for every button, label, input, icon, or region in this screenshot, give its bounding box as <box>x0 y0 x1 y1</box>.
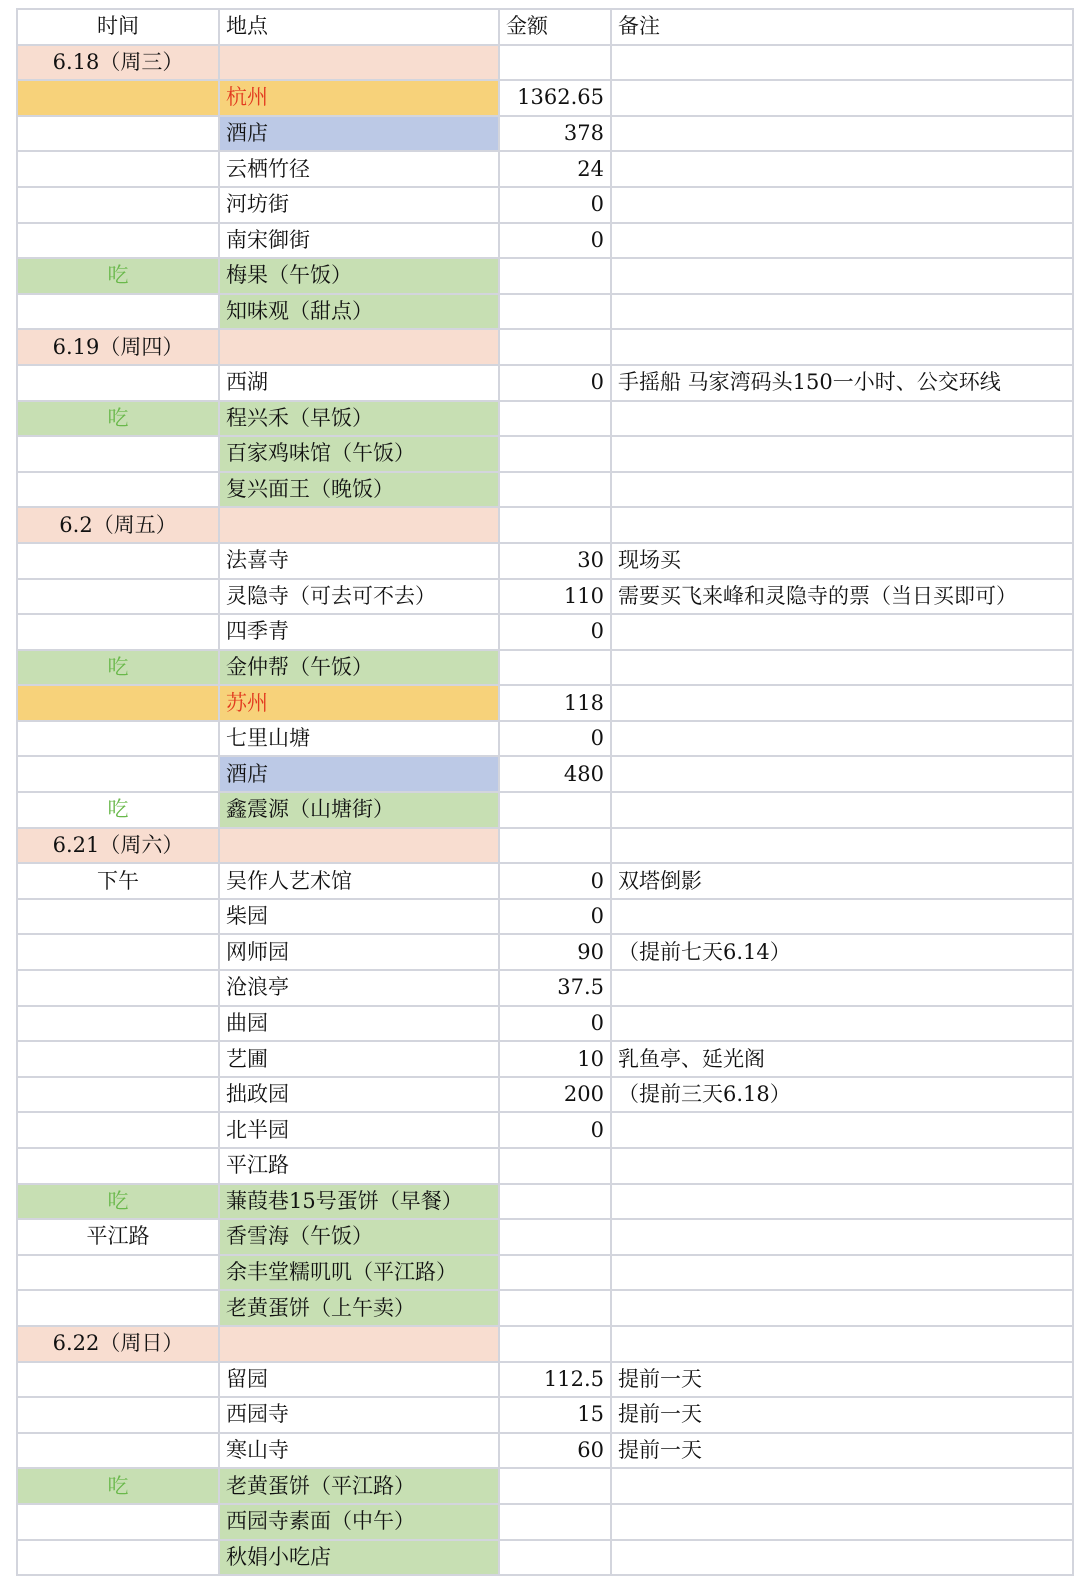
time-cell[interactable] <box>17 1504 219 1540</box>
place-cell[interactable]: 南宋御街 <box>219 223 499 259</box>
amount-cell[interactable]: 0 <box>499 863 611 899</box>
time-cell[interactable]: 6.22（周日） <box>17 1326 219 1362</box>
place-cell[interactable]: 知味观（甜点） <box>219 294 499 330</box>
note-cell[interactable] <box>611 80 1073 116</box>
table-row <box>17 1468 1073 1504</box>
table-row <box>17 1504 1073 1540</box>
time-cell[interactable] <box>17 614 219 650</box>
table-row <box>17 80 1073 116</box>
time-cell[interactable]: 6.21（周六） <box>17 828 219 864</box>
amount-cell[interactable] <box>499 1148 611 1184</box>
place-cell[interactable]: 鑫震源（山塘街） <box>219 792 499 828</box>
place-cell[interactable]: 酒店 <box>219 756 499 792</box>
table-row <box>17 1184 1073 1220</box>
place-cell[interactable] <box>219 1326 499 1362</box>
time-cell[interactable] <box>17 1112 219 1148</box>
amount-cell[interactable] <box>499 294 611 330</box>
place-cell[interactable]: 程兴禾（早饭） <box>219 401 499 437</box>
amount-cell[interactable]: 60 <box>499 1433 611 1469</box>
table-row <box>17 1540 1073 1576</box>
table-row <box>17 258 1073 294</box>
note-cell[interactable] <box>611 899 1073 935</box>
amount-cell[interactable] <box>499 329 611 365</box>
place-cell[interactable]: 西湖 <box>219 365 499 401</box>
note-cell[interactable] <box>611 151 1073 187</box>
time-cell[interactable]: 吃 <box>17 650 219 686</box>
amount-cell[interactable] <box>499 1290 611 1326</box>
note-cell[interactable]: 乳鱼亭、延光阁 <box>611 1041 1073 1077</box>
note-cell[interactable]: 现场买 <box>611 543 1073 579</box>
place-cell[interactable]: 平江路 <box>219 1148 499 1184</box>
amount-cell[interactable]: 15 <box>499 1397 611 1433</box>
table-row <box>17 1326 1073 1362</box>
time-cell[interactable] <box>17 970 219 1006</box>
header-amount[interactable]: 金额 <box>499 9 611 45</box>
place-cell[interactable]: 酒店 <box>219 116 499 152</box>
table-body <box>17 45 1073 1576</box>
time-cell[interactable]: 下午 <box>17 863 219 899</box>
time-cell[interactable] <box>17 1255 219 1291</box>
table-row <box>17 472 1073 508</box>
itinerary-spreadsheet <box>16 8 1074 1576</box>
time-cell[interactable] <box>17 151 219 187</box>
time-cell[interactable]: 吃 <box>17 792 219 828</box>
time-cell[interactable] <box>17 579 219 615</box>
amount-cell[interactable]: 0 <box>499 223 611 259</box>
time-cell[interactable] <box>17 294 219 330</box>
note-cell[interactable] <box>611 756 1073 792</box>
note-cell[interactable] <box>611 329 1073 365</box>
time-cell[interactable] <box>17 685 219 721</box>
amount-cell[interactable] <box>499 472 611 508</box>
note-cell[interactable] <box>611 970 1073 1006</box>
amount-cell[interactable] <box>499 792 611 828</box>
amount-cell[interactable]: 0 <box>499 899 611 935</box>
place-cell[interactable]: 复兴面王（晚饭） <box>219 472 499 508</box>
table-row <box>17 863 1073 899</box>
note-cell[interactable] <box>611 1148 1073 1184</box>
time-cell[interactable] <box>17 899 219 935</box>
note-cell[interactable]: 提前一天 <box>611 1362 1073 1398</box>
place-cell[interactable]: 拙政园 <box>219 1077 499 1113</box>
note-cell[interactable] <box>611 472 1073 508</box>
place-cell[interactable]: 云栖竹径 <box>219 151 499 187</box>
amount-cell[interactable]: 110 <box>499 579 611 615</box>
place-cell[interactable]: 杭州 <box>219 80 499 116</box>
table-row <box>17 614 1073 650</box>
time-cell[interactable] <box>17 1148 219 1184</box>
place-cell[interactable]: 灵隐寺（可去可不去） <box>219 579 499 615</box>
note-cell[interactable] <box>611 1290 1073 1326</box>
place-cell[interactable]: 网师园 <box>219 934 499 970</box>
place-cell[interactable] <box>219 507 499 543</box>
table-row <box>17 828 1073 864</box>
time-cell[interactable] <box>17 80 219 116</box>
amount-cell[interactable]: 0 <box>499 1112 611 1148</box>
amount-cell[interactable]: 0 <box>499 721 611 757</box>
time-cell[interactable] <box>17 1540 219 1576</box>
note-cell[interactable] <box>611 116 1073 152</box>
table-row <box>17 1112 1073 1148</box>
time-cell[interactable] <box>17 223 219 259</box>
place-cell[interactable]: 梅果（午饭） <box>219 258 499 294</box>
note-cell[interactable] <box>611 721 1073 757</box>
header-row <box>17 9 1073 45</box>
place-cell[interactable]: 四季青 <box>219 614 499 650</box>
note-cell[interactable] <box>611 258 1073 294</box>
note-cell[interactable] <box>611 1540 1073 1576</box>
note-cell[interactable] <box>611 1006 1073 1042</box>
amount-cell[interactable]: 90 <box>499 934 611 970</box>
place-cell[interactable]: 北半园 <box>219 1112 499 1148</box>
note-cell[interactable] <box>611 507 1073 543</box>
amount-cell[interactable]: 112.5 <box>499 1362 611 1398</box>
table-row <box>17 1433 1073 1469</box>
place-cell[interactable]: 老黄蛋饼（平江路） <box>219 1468 499 1504</box>
table-row <box>17 1041 1073 1077</box>
table-row <box>17 1148 1073 1184</box>
note-cell[interactable]: 双塔倒影 <box>611 863 1073 899</box>
amount-cell[interactable] <box>499 507 611 543</box>
amount-cell[interactable] <box>499 650 611 686</box>
note-cell[interactable]: （提前三天6.18） <box>611 1077 1073 1113</box>
amount-cell[interactable] <box>499 1219 611 1255</box>
note-cell[interactable] <box>611 223 1073 259</box>
note-cell[interactable]: 提前一天 <box>611 1397 1073 1433</box>
time-cell[interactable]: 吃 <box>17 401 219 437</box>
table-row <box>17 1219 1073 1255</box>
header-place[interactable]: 地点 <box>219 9 499 45</box>
amount-cell[interactable] <box>499 45 611 81</box>
table-row <box>17 436 1073 472</box>
table-row <box>17 116 1073 152</box>
place-cell[interactable]: 吴作人艺术馆 <box>219 863 499 899</box>
time-cell[interactable]: 吃 <box>17 258 219 294</box>
table-row <box>17 151 1073 187</box>
table-row <box>17 187 1073 223</box>
place-cell[interactable]: 余丰堂糯叽叽（平江路） <box>219 1255 499 1291</box>
note-cell[interactable]: 手摇船 马家湾码头150一小时、公交环线 <box>611 365 1073 401</box>
table-row <box>17 685 1073 721</box>
amount-cell[interactable]: 0 <box>499 614 611 650</box>
table-row <box>17 1290 1073 1326</box>
table-row <box>17 650 1073 686</box>
time-cell[interactable] <box>17 1397 219 1433</box>
time-cell[interactable] <box>17 1077 219 1113</box>
time-cell[interactable]: 6.18（周三） <box>17 45 219 81</box>
amount-cell[interactable] <box>499 436 611 472</box>
amount-cell[interactable]: 10 <box>499 1041 611 1077</box>
amount-cell[interactable] <box>499 401 611 437</box>
place-cell[interactable]: 艺圃 <box>219 1041 499 1077</box>
table-row <box>17 223 1073 259</box>
note-cell[interactable] <box>611 1504 1073 1540</box>
time-cell[interactable] <box>17 472 219 508</box>
table-row <box>17 1077 1073 1113</box>
note-cell[interactable] <box>611 1219 1073 1255</box>
time-cell[interactable]: 6.19（周四） <box>17 329 219 365</box>
amount-cell[interactable] <box>499 1468 611 1504</box>
table-row <box>17 970 1073 1006</box>
table-row <box>17 721 1073 757</box>
amount-cell[interactable]: 378 <box>499 116 611 152</box>
amount-cell[interactable]: 37.5 <box>499 970 611 1006</box>
table-row <box>17 401 1073 437</box>
place-cell[interactable]: 沧浪亭 <box>219 970 499 1006</box>
time-cell[interactable] <box>17 934 219 970</box>
place-cell[interactable]: 金仲帮（午饭） <box>219 650 499 686</box>
time-cell[interactable]: 吃 <box>17 1468 219 1504</box>
amount-cell[interactable]: 480 <box>499 756 611 792</box>
note-cell[interactable] <box>611 294 1073 330</box>
time-cell[interactable]: 6.2（周五） <box>17 507 219 543</box>
amount-cell[interactable]: 200 <box>499 1077 611 1113</box>
amount-cell[interactable] <box>499 1326 611 1362</box>
amount-cell[interactable]: 118 <box>499 685 611 721</box>
amount-cell[interactable]: 0 <box>499 187 611 223</box>
table-row <box>17 756 1073 792</box>
place-cell[interactable]: 留园 <box>219 1362 499 1398</box>
note-cell[interactable] <box>611 828 1073 864</box>
place-cell[interactable]: 蒹葭巷15号蛋饼（早餐） <box>219 1184 499 1220</box>
amount-cell[interactable]: 24 <box>499 151 611 187</box>
time-cell[interactable]: 平江路 <box>17 1219 219 1255</box>
note-cell[interactable] <box>611 1326 1073 1362</box>
table-row <box>17 543 1073 579</box>
time-cell[interactable] <box>17 1041 219 1077</box>
note-cell[interactable] <box>611 436 1073 472</box>
time-cell[interactable] <box>17 1433 219 1469</box>
header-note[interactable]: 备注 <box>611 9 1073 45</box>
note-cell[interactable] <box>611 45 1073 81</box>
place-cell[interactable]: 百家鸡味馆（午饭） <box>219 436 499 472</box>
table-row <box>17 365 1073 401</box>
amount-cell[interactable] <box>499 1184 611 1220</box>
table-row <box>17 1006 1073 1042</box>
note-cell[interactable] <box>611 685 1073 721</box>
place-cell[interactable] <box>219 45 499 81</box>
place-cell[interactable] <box>219 828 499 864</box>
table-row <box>17 579 1073 615</box>
place-cell[interactable]: 西园寺素面（中午） <box>219 1504 499 1540</box>
table-row <box>17 899 1073 935</box>
note-cell[interactable] <box>611 1112 1073 1148</box>
time-cell[interactable] <box>17 116 219 152</box>
place-cell[interactable]: 香雪海（午饭） <box>219 1219 499 1255</box>
note-cell[interactable]: 提前一天 <box>611 1433 1073 1469</box>
amount-cell[interactable] <box>499 1540 611 1576</box>
note-cell[interactable]: （提前七天6.14） <box>611 934 1073 970</box>
table-row <box>17 1362 1073 1398</box>
table-row <box>17 1397 1073 1433</box>
place-cell[interactable]: 寒山寺 <box>219 1433 499 1469</box>
time-cell[interactable] <box>17 187 219 223</box>
time-cell[interactable] <box>17 436 219 472</box>
amount-cell[interactable]: 30 <box>499 543 611 579</box>
time-cell[interactable]: 吃 <box>17 1184 219 1220</box>
amount-cell[interactable]: 0 <box>499 1006 611 1042</box>
note-cell[interactable] <box>611 1184 1073 1220</box>
time-cell[interactable] <box>17 721 219 757</box>
amount-cell[interactable] <box>499 1504 611 1540</box>
amount-cell[interactable] <box>499 828 611 864</box>
table-row <box>17 1255 1073 1291</box>
place-cell[interactable]: 老黄蛋饼（上午卖） <box>219 1290 499 1326</box>
table-row <box>17 329 1073 365</box>
table-row <box>17 294 1073 330</box>
note-cell[interactable] <box>611 650 1073 686</box>
place-cell[interactable]: 柴园 <box>219 899 499 935</box>
time-cell[interactable] <box>17 365 219 401</box>
table-row <box>17 934 1073 970</box>
amount-cell[interactable] <box>499 1255 611 1291</box>
note-cell[interactable] <box>611 401 1073 437</box>
place-cell[interactable]: 法喜寺 <box>219 543 499 579</box>
note-cell[interactable] <box>611 792 1073 828</box>
place-cell[interactable]: 河坊街 <box>219 187 499 223</box>
time-cell[interactable] <box>17 543 219 579</box>
table-row <box>17 507 1073 543</box>
place-cell[interactable]: 苏州 <box>219 685 499 721</box>
note-cell[interactable]: 需要买飞来峰和灵隐寺的票（当日买即可） <box>611 579 1073 615</box>
place-cell[interactable]: 西园寺 <box>219 1397 499 1433</box>
time-cell[interactable] <box>17 1362 219 1398</box>
time-cell[interactable] <box>17 1006 219 1042</box>
place-cell[interactable]: 七里山塘 <box>219 721 499 757</box>
note-cell[interactable] <box>611 614 1073 650</box>
header-time[interactable]: 时间 <box>17 9 219 45</box>
table-row <box>17 792 1073 828</box>
amount-cell[interactable]: 1362.65 <box>499 80 611 116</box>
amount-cell[interactable]: 0 <box>499 365 611 401</box>
place-cell[interactable] <box>219 329 499 365</box>
note-cell[interactable] <box>611 187 1073 223</box>
time-cell[interactable] <box>17 1290 219 1326</box>
table-row <box>17 45 1073 81</box>
amount-cell[interactable] <box>499 258 611 294</box>
note-cell[interactable] <box>611 1255 1073 1291</box>
time-cell[interactable] <box>17 756 219 792</box>
note-cell[interactable] <box>611 1468 1073 1504</box>
place-cell[interactable]: 秋娟小吃店 <box>219 1540 499 1576</box>
place-cell[interactable]: 曲园 <box>219 1006 499 1042</box>
